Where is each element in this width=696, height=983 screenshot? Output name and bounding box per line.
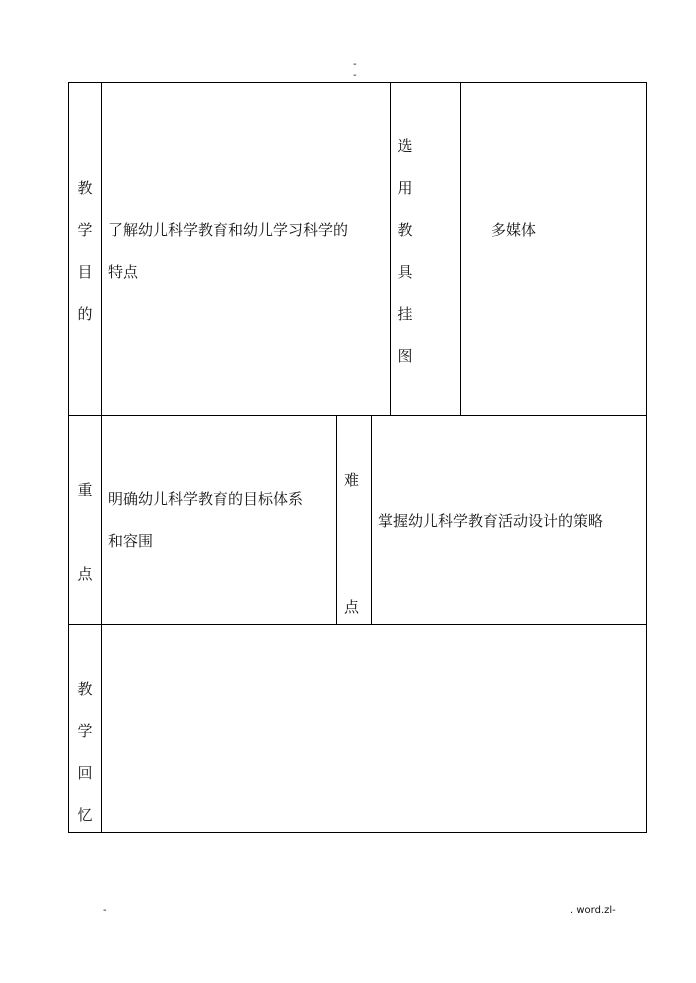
difficulty-label-char-2: 点 — [344, 598, 360, 616]
keypoints-content-cell — [102, 416, 337, 625]
tools-label — [395, 135, 415, 387]
objectives-label-char-1: 教 — [77, 179, 93, 197]
tools-value: 多媒体 — [491, 221, 537, 239]
tools-value-cell — [461, 82, 647, 416]
tools-label-char-4: 具 — [397, 263, 413, 281]
objectives-label-char-3: 目 — [77, 263, 93, 281]
objectives-label-char-2: 学 — [77, 221, 93, 239]
difficulty-label-char-1: 难 — [344, 471, 360, 489]
review-label-char-2: 学 — [77, 722, 93, 740]
review-content-cell — [102, 625, 647, 833]
objectives-content-line-2: 特点 — [108, 263, 139, 281]
difficulty-value: 掌握幼儿科学教育活动设计的策略 — [378, 512, 604, 530]
review-label-cell — [68, 625, 102, 833]
tools-label-cell — [391, 82, 461, 416]
keypoints-label — [75, 479, 95, 605]
review-label-char-1: 教 — [77, 680, 93, 698]
footer-right: . word.zl- — [570, 905, 616, 916]
header-mark-1: - — [353, 59, 357, 70]
keypoints-label-char-2: 点 — [77, 565, 93, 583]
difficulty-label-cell — [337, 416, 372, 625]
tools-label-char-5: 挂 — [397, 305, 413, 323]
review-label — [75, 678, 95, 846]
tools-label-char-3: 教 — [397, 221, 413, 239]
keypoints-content-line-2: 和容围 — [108, 532, 154, 550]
objectives-content-cell — [102, 82, 391, 416]
objectives-label-char-4: 的 — [77, 305, 93, 323]
review-label-char-3: 回 — [77, 764, 93, 782]
objectives-label — [75, 177, 95, 345]
difficulty-value-cell — [372, 416, 647, 625]
objectives-content-line-1: 了解幼儿科学教育和幼儿学习科学的 — [108, 221, 349, 239]
keypoints-label-char-1: 重 — [77, 481, 93, 499]
keypoints-label-cell — [68, 416, 102, 625]
header-mark-2: - — [353, 70, 357, 81]
review-label-char-4: 忆 — [77, 806, 93, 824]
tools-label-char-6: 图 — [397, 347, 413, 365]
objectives-label-cell — [68, 82, 102, 416]
keypoints-content-line-1: 明确幼儿科学教育的目标体系 — [108, 490, 304, 508]
footer-left: - — [103, 905, 107, 916]
tools-label-char-1: 选 — [397, 137, 413, 155]
tools-label-char-2: 用 — [397, 179, 413, 197]
